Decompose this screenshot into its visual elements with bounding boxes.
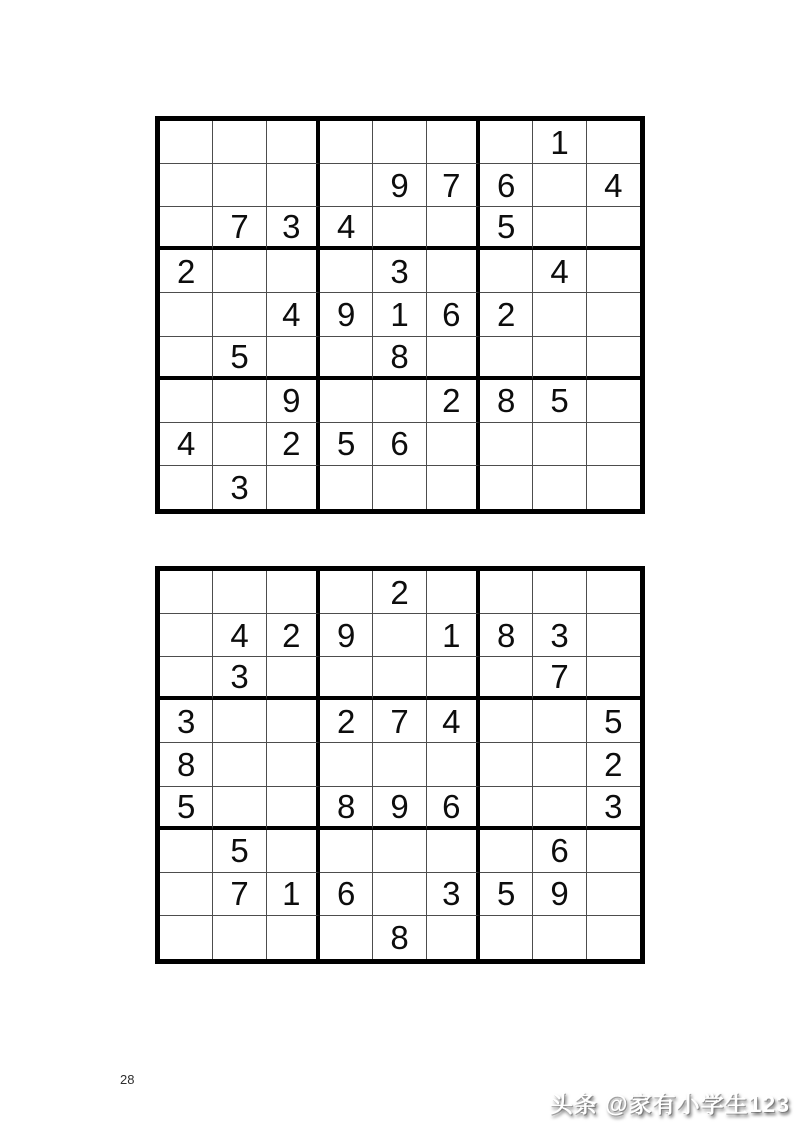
sudoku-cell-r6c7 — [480, 337, 533, 380]
sudoku-cell-r8c5 — [373, 873, 426, 916]
sudoku-cell-r4c2 — [213, 700, 266, 743]
sudoku-cell-r4c1: 2 — [160, 250, 213, 293]
sudoku-cell-r3c6 — [427, 207, 480, 250]
page-number: 28 — [120, 1072, 135, 1087]
sudoku-cell-r6c1 — [160, 337, 213, 380]
sudoku-cell-r3c2: 3 — [213, 657, 266, 700]
sudoku-cell-r6c7 — [480, 787, 533, 830]
sudoku-cell-r4c5: 7 — [373, 700, 426, 743]
sudoku-cell-r4c6 — [427, 250, 480, 293]
sudoku-cell-r2c9: 4 — [587, 164, 640, 207]
sudoku-cell-r7c1 — [160, 380, 213, 423]
sudoku-cell-r5c8 — [533, 293, 586, 336]
sudoku-cell-r5c4: 9 — [320, 293, 373, 336]
sudoku-cell-r9c7 — [480, 916, 533, 959]
sudoku-cell-r8c9 — [587, 873, 640, 916]
sudoku-cell-r6c1: 5 — [160, 787, 213, 830]
sudoku-cell-r4c4: 2 — [320, 700, 373, 743]
sudoku-cell-r5c5: 1 — [373, 293, 426, 336]
sudoku-cell-r7c5 — [373, 380, 426, 423]
sudoku-cell-r2c5 — [373, 614, 426, 657]
sudoku-cell-r7c3 — [267, 830, 320, 873]
sudoku-cell-r8c4: 5 — [320, 423, 373, 466]
sudoku-cell-r1c5: 2 — [373, 571, 426, 614]
sudoku-cell-r9c5 — [373, 466, 426, 509]
sudoku-cell-r6c6: 6 — [427, 787, 480, 830]
sudoku-cell-r8c2: 7 — [213, 873, 266, 916]
sudoku-cell-r9c3 — [267, 916, 320, 959]
sudoku-cell-r6c6 — [427, 337, 480, 380]
sudoku-cell-r4c9 — [587, 250, 640, 293]
sudoku-cell-r2c1 — [160, 164, 213, 207]
sudoku-cell-r2c3: 2 — [267, 614, 320, 657]
sudoku-cell-r5c6: 6 — [427, 293, 480, 336]
sudoku-cell-r8c7 — [480, 423, 533, 466]
sudoku-cell-r7c5 — [373, 830, 426, 873]
sudoku-cell-r4c3 — [267, 700, 320, 743]
sudoku-cell-r5c2 — [213, 743, 266, 786]
sudoku-cell-r3c8: 7 — [533, 657, 586, 700]
sudoku-cell-r2c4: 9 — [320, 614, 373, 657]
sudoku-cell-r9c3 — [267, 466, 320, 509]
sudoku-cell-r9c9 — [587, 916, 640, 959]
sudoku-cell-r6c3 — [267, 787, 320, 830]
sudoku-cell-r4c7 — [480, 250, 533, 293]
sudoku-cell-r8c5: 6 — [373, 423, 426, 466]
sudoku-cell-r5c8 — [533, 743, 586, 786]
sudoku-cell-r6c8 — [533, 337, 586, 380]
sudoku-cell-r9c5: 8 — [373, 916, 426, 959]
sudoku-cell-r6c8 — [533, 787, 586, 830]
sudoku-cell-r1c7 — [480, 571, 533, 614]
sudoku-cell-r4c8 — [533, 700, 586, 743]
sudoku-cell-r4c5: 3 — [373, 250, 426, 293]
sudoku-cell-r4c4 — [320, 250, 373, 293]
sudoku-cell-r1c2 — [213, 121, 266, 164]
sudoku-cell-r5c3: 4 — [267, 293, 320, 336]
sudoku-cell-r6c5: 8 — [373, 337, 426, 380]
sudoku-cell-r8c3: 1 — [267, 873, 320, 916]
sudoku-cell-r2c2: 4 — [213, 614, 266, 657]
sudoku-cell-r7c8: 6 — [533, 830, 586, 873]
sudoku-cell-r1c3 — [267, 571, 320, 614]
sudoku-cell-r1c6 — [427, 121, 480, 164]
sudoku-cell-r1c1 — [160, 571, 213, 614]
sudoku-cell-r1c4 — [320, 571, 373, 614]
sudoku-cell-r4c7 — [480, 700, 533, 743]
sudoku-cell-r7c7 — [480, 830, 533, 873]
sudoku-cell-r5c9 — [587, 293, 640, 336]
sudoku-cell-r3c7 — [480, 657, 533, 700]
sudoku-cell-r2c9 — [587, 614, 640, 657]
sudoku-cell-r3c6 — [427, 657, 480, 700]
sudoku-cell-r5c9: 2 — [587, 743, 640, 786]
sudoku-cell-r6c3 — [267, 337, 320, 380]
sudoku-cell-r8c8 — [533, 423, 586, 466]
sudoku-cell-r7c1 — [160, 830, 213, 873]
sudoku-cell-r8c2 — [213, 423, 266, 466]
sudoku-cell-r3c9 — [587, 657, 640, 700]
sudoku-cell-r1c9 — [587, 571, 640, 614]
sudoku-cell-r1c9 — [587, 121, 640, 164]
sudoku-cell-r4c1: 3 — [160, 700, 213, 743]
sudoku-cell-r9c4 — [320, 916, 373, 959]
sudoku-cell-r3c1 — [160, 207, 213, 250]
sudoku-cell-r9c1 — [160, 916, 213, 959]
sudoku-cell-r5c6 — [427, 743, 480, 786]
sudoku-cell-r1c6 — [427, 571, 480, 614]
sudoku-cell-r8c3: 2 — [267, 423, 320, 466]
watermark-toutiao: 头条 @家有小学生123 — [549, 1091, 790, 1117]
sudoku-cell-r3c5 — [373, 657, 426, 700]
sudoku-cell-r8c8: 9 — [533, 873, 586, 916]
sudoku-cell-r7c4 — [320, 830, 373, 873]
sudoku-cell-r3c7: 5 — [480, 207, 533, 250]
sudoku-cell-r5c4 — [320, 743, 373, 786]
sudoku-cell-r2c7: 6 — [480, 164, 533, 207]
sudoku-cell-r1c2 — [213, 571, 266, 614]
sudoku-cell-r5c7 — [480, 743, 533, 786]
sudoku-cell-r2c7: 8 — [480, 614, 533, 657]
sudoku-cell-r7c2: 5 — [213, 830, 266, 873]
sudoku-cell-r4c8: 4 — [533, 250, 586, 293]
sudoku-cell-r4c2 — [213, 250, 266, 293]
sudoku-cell-r9c1 — [160, 466, 213, 509]
sudoku-cell-r6c9: 3 — [587, 787, 640, 830]
sudoku-cell-r3c4: 4 — [320, 207, 373, 250]
sudoku-cell-r1c8 — [533, 571, 586, 614]
sudoku-cell-r5c2 — [213, 293, 266, 336]
sudoku-cell-r8c9 — [587, 423, 640, 466]
sudoku-cell-r5c7: 2 — [480, 293, 533, 336]
sudoku-cell-r2c8: 3 — [533, 614, 586, 657]
sudoku-cell-r6c9 — [587, 337, 640, 380]
sudoku-grid-2 — [155, 566, 645, 964]
sudoku-cell-r4c9: 5 — [587, 700, 640, 743]
sudoku-cell-r9c2: 3 — [213, 466, 266, 509]
sudoku-cell-r5c5 — [373, 743, 426, 786]
sudoku-cell-r9c6 — [427, 466, 480, 509]
sudoku-cell-r7c7: 8 — [480, 380, 533, 423]
sudoku-cell-r3c1 — [160, 657, 213, 700]
sudoku-cell-r9c8 — [533, 916, 586, 959]
sudoku-cell-r4c6: 4 — [427, 700, 480, 743]
sudoku-cell-r8c1 — [160, 873, 213, 916]
sudoku-cell-r9c7 — [480, 466, 533, 509]
sudoku-cell-r3c9 — [587, 207, 640, 250]
sudoku-cell-r3c3: 3 — [267, 207, 320, 250]
sudoku-cell-r9c8 — [533, 466, 586, 509]
sudoku-cell-r2c5: 9 — [373, 164, 426, 207]
sudoku-cell-r1c5 — [373, 121, 426, 164]
sudoku-cell-r7c4 — [320, 380, 373, 423]
sudoku-cell-r2c6: 7 — [427, 164, 480, 207]
sudoku-cell-r9c6 — [427, 916, 480, 959]
sudoku-cell-r2c4 — [320, 164, 373, 207]
sudoku-cell-r1c4 — [320, 121, 373, 164]
sudoku-cell-r6c2 — [213, 787, 266, 830]
sudoku-cell-r6c4 — [320, 337, 373, 380]
sudoku-cell-r8c1: 4 — [160, 423, 213, 466]
sudoku-cell-r2c1 — [160, 614, 213, 657]
sudoku-cell-r2c8 — [533, 164, 586, 207]
sudoku-cell-r3c8 — [533, 207, 586, 250]
sudoku-cell-r7c8: 5 — [533, 380, 586, 423]
sudoku-cell-r5c1: 8 — [160, 743, 213, 786]
sudoku-cell-r5c3 — [267, 743, 320, 786]
sudoku-grid-1 — [155, 116, 645, 514]
sudoku-cell-r1c1 — [160, 121, 213, 164]
sudoku-cell-r8c4: 6 — [320, 873, 373, 916]
sudoku-cell-r2c2 — [213, 164, 266, 207]
sudoku-cell-r3c2: 7 — [213, 207, 266, 250]
sudoku-cell-r3c4 — [320, 657, 373, 700]
sudoku-cell-r8c6: 3 — [427, 873, 480, 916]
sudoku-cell-r3c3 — [267, 657, 320, 700]
sudoku-cell-r7c9 — [587, 380, 640, 423]
sudoku-cell-r9c4 — [320, 466, 373, 509]
sudoku-cell-r6c5: 9 — [373, 787, 426, 830]
sudoku-cell-r1c7 — [480, 121, 533, 164]
sudoku-cell-r7c9 — [587, 830, 640, 873]
sudoku-cell-r7c6 — [427, 830, 480, 873]
sudoku-cell-r4c3 — [267, 250, 320, 293]
sudoku-cell-r8c6 — [427, 423, 480, 466]
sudoku-cell-r8c7: 5 — [480, 873, 533, 916]
sudoku-cell-r9c9 — [587, 466, 640, 509]
sudoku-cell-r2c3 — [267, 164, 320, 207]
sudoku-cell-r7c2 — [213, 380, 266, 423]
sudoku-cell-r7c3: 9 — [267, 380, 320, 423]
sudoku-cell-r1c8: 1 — [533, 121, 586, 164]
sudoku-cell-r6c2: 5 — [213, 337, 266, 380]
sudoku-cell-r5c1 — [160, 293, 213, 336]
sudoku-cell-r1c3 — [267, 121, 320, 164]
sudoku-cell-r7c6: 2 — [427, 380, 480, 423]
sudoku-cell-r9c2 — [213, 916, 266, 959]
sudoku-cell-r3c5 — [373, 207, 426, 250]
sudoku-cell-r6c4: 8 — [320, 787, 373, 830]
sudoku-cell-r2c6: 1 — [427, 614, 480, 657]
